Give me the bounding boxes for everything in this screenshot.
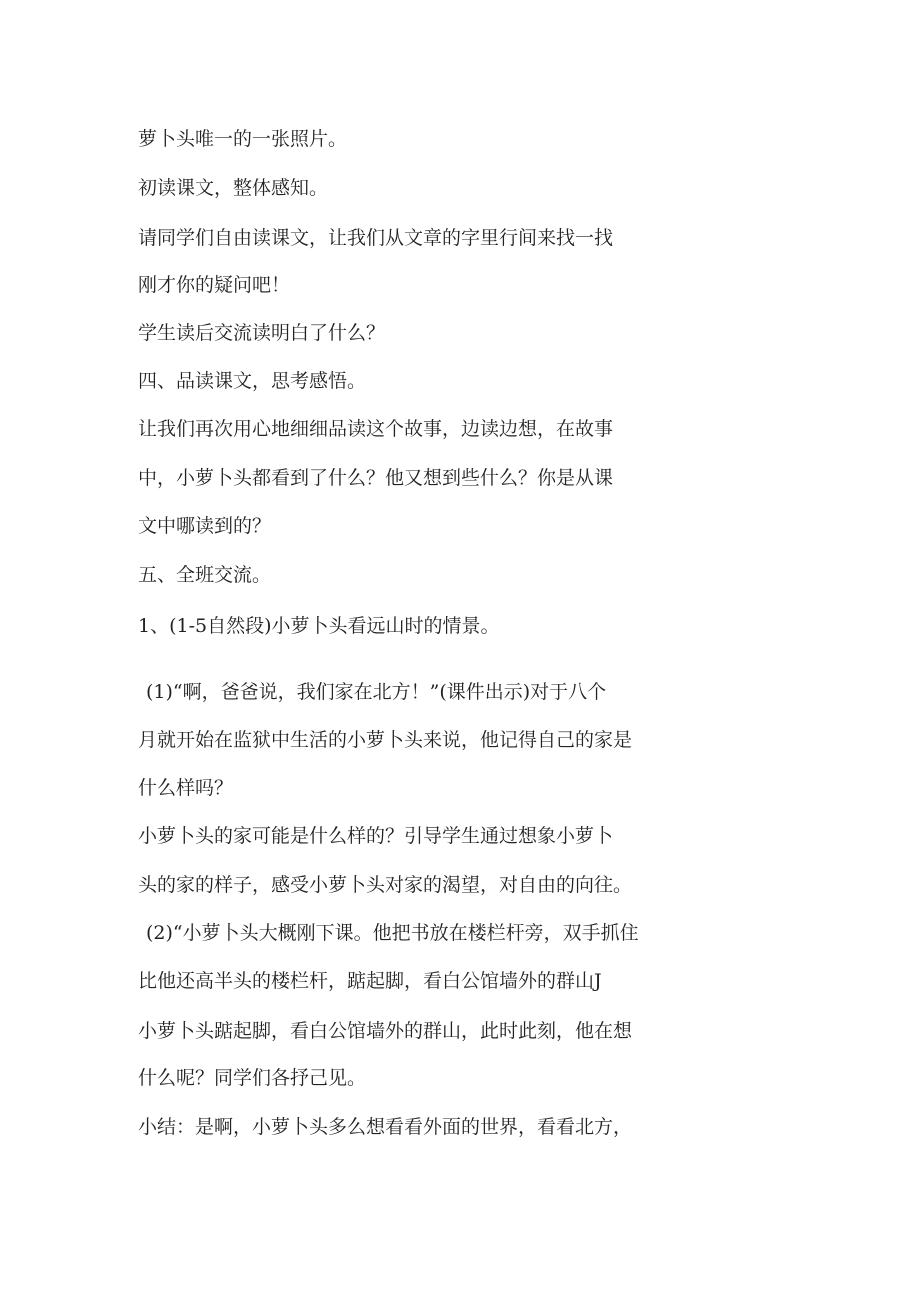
text-line: 小结：是啊，小萝卜头多么想看看外面的世界，看看北方， xyxy=(138,1116,633,1138)
text-line: 比他还高半头的楼栏杆，踮起脚，看白公馆墙外的群山J xyxy=(138,970,602,992)
text-line: 小萝卜头踮起脚，看白公馆墙外的群山，此时此刻，他在想 xyxy=(138,1020,633,1042)
text-line: 头的家的样子，感受小萝卜头对家的渴望，对自由的向往。 xyxy=(138,874,633,896)
text-line: 中，小萝卜头都看到了什么？他又想到些什么？你是从课 xyxy=(138,467,614,489)
text-line: 什么样吗？ xyxy=(138,777,234,799)
section-heading: 五、全班交流。 xyxy=(138,564,272,586)
text-line: 萝卜头唯一的一张照片。 xyxy=(138,128,348,150)
text-line: (1)“啊，爸爸说，我们家在北方！”(课件出示)对于八个 xyxy=(146,681,607,703)
text-line: 文中哪读到的？ xyxy=(138,515,272,537)
text-line: 初读课文，整体感知。 xyxy=(138,177,329,199)
text-line: 小萝卜头的家可能是什么样的？引导学生通过想象小萝卜 xyxy=(138,825,614,847)
text-line: 1、(1-5自然段)小萝卜头看远山时的情景。 xyxy=(138,615,500,637)
text-line: 什么呢？同学们各抒己见。 xyxy=(138,1067,367,1089)
text-line: 学生读后交流读明白了什么？ xyxy=(138,322,386,344)
text-line: 刚才你的疑问吧！ xyxy=(138,274,291,296)
section-heading: 四、品读课文，思考感悟。 xyxy=(138,370,367,392)
text-line: 让我们再次用心地细细品读这个故事，边读边想，在故事 xyxy=(138,418,614,440)
text-line: (2)“小萝卜头大概刚下课。他把书放在楼栏杆旁，双手抓住 xyxy=(146,922,639,944)
text-line: 请同学们自由读课文，让我们从文章的字里行间来找一找 xyxy=(138,227,614,249)
text-line: 月就开始在监狱中生活的小萝卜头来说，他记得自己的家是 xyxy=(138,729,633,751)
